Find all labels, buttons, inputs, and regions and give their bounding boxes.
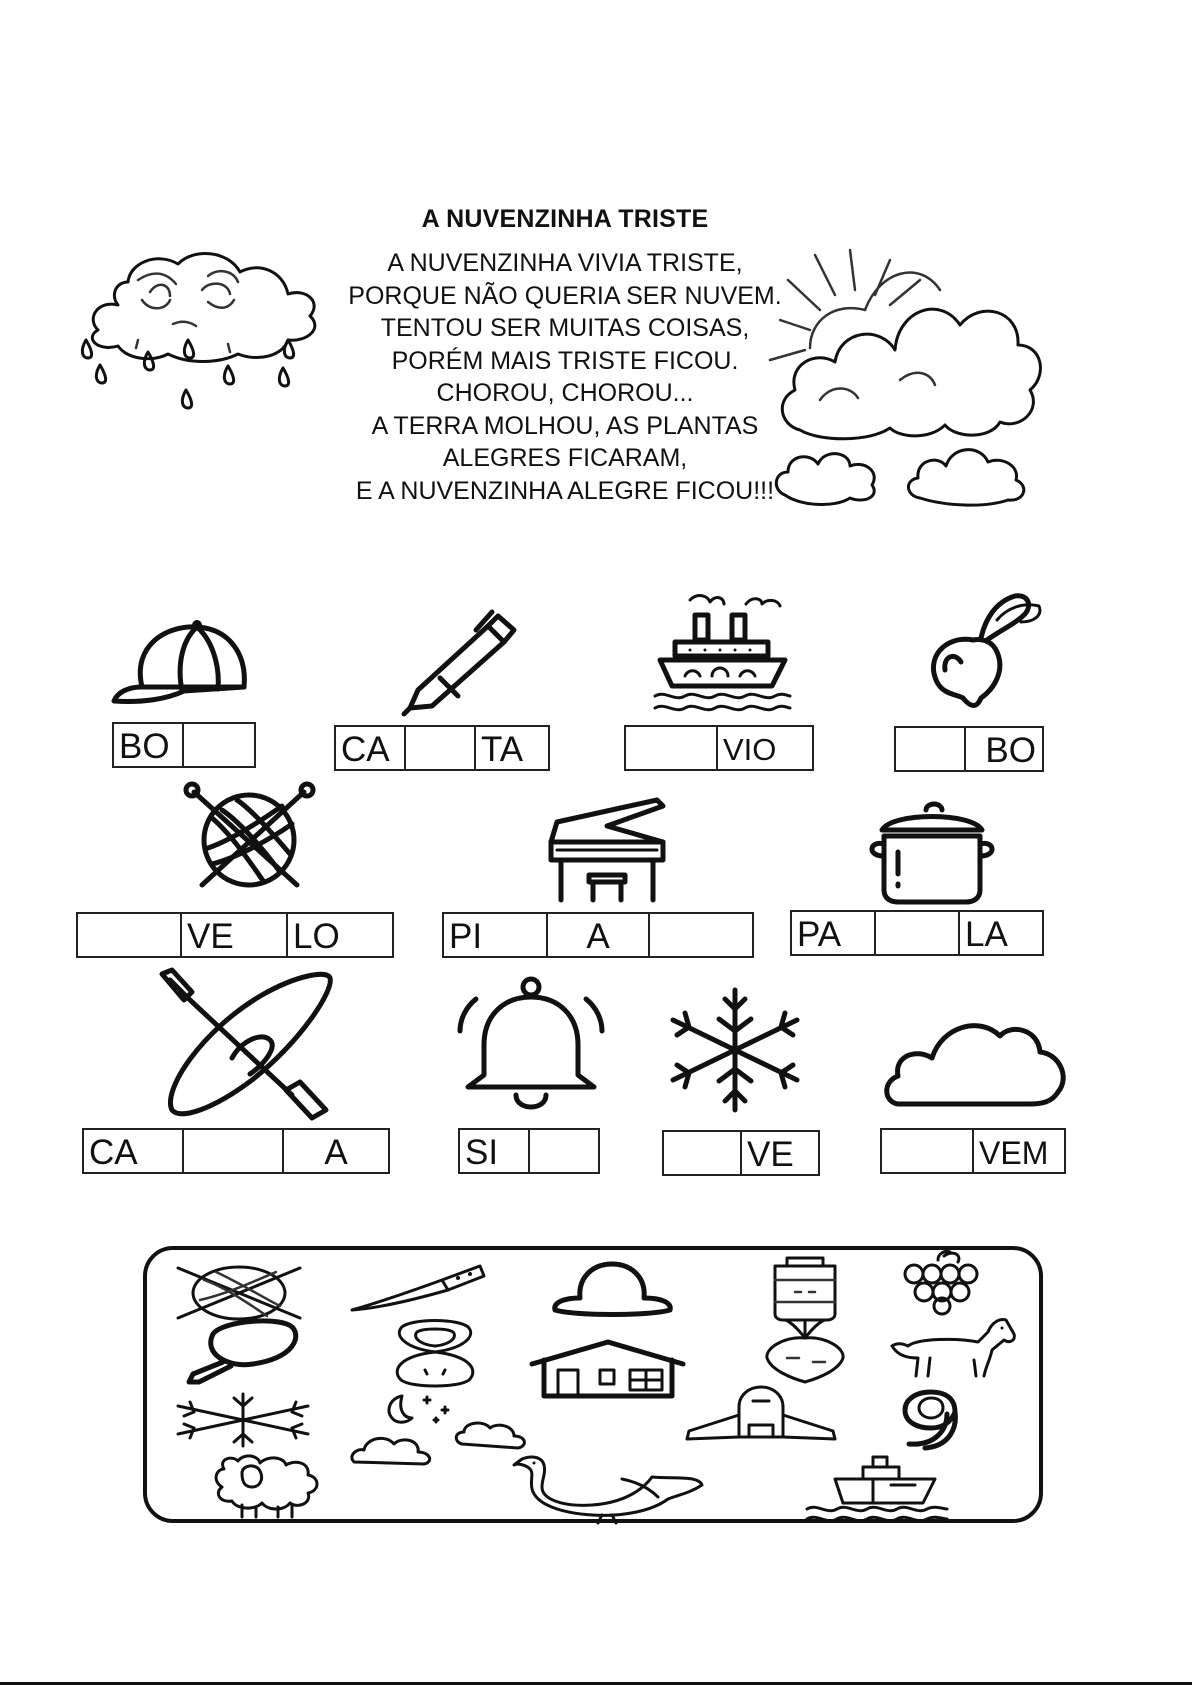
- yarn-ball-icon: [182, 780, 317, 900]
- syllable-boxes-canoe: [82, 1128, 390, 1174]
- syllable-box: LA: [965, 915, 1008, 954]
- horse-icon: [888, 1316, 1023, 1381]
- sun-and-clouds-icon: [780, 250, 1060, 510]
- bell-icon: [456, 975, 606, 1115]
- poem-line: A TERRA MOLHOU, AS PLANTAS: [371, 411, 759, 440]
- syllable-box: PA: [792, 912, 876, 954]
- snowflake-icon: [655, 985, 815, 1115]
- cloud-icon: [880, 1012, 1068, 1112]
- syllable-box-blank[interactable]: [530, 1130, 598, 1172]
- syllable-box-blank[interactable]: [882, 1130, 974, 1172]
- number-eight-icon: [385, 1318, 485, 1388]
- pot-icon: [862, 800, 1002, 905]
- poem-text: [340, 247, 790, 507]
- syllable-box: SI: [460, 1130, 530, 1172]
- poem-line: PORÉM MAIS TRISTE FICOU.: [391, 346, 739, 375]
- grapes-icon: [898, 1250, 983, 1315]
- syllable-boxes-cloud: [880, 1128, 1066, 1174]
- poem-line: TENTOU SER MUITAS COISAS,: [380, 314, 750, 342]
- popsicle-icon: [183, 1318, 303, 1383]
- syllable-box-blank[interactable]: [876, 912, 960, 954]
- syllable-box: LO: [293, 917, 340, 956]
- syllable-box: BO: [114, 724, 184, 766]
- poem-title: A NUVENZINHA TRISTE: [421, 205, 709, 233]
- turnip-icon: [915, 590, 1055, 715]
- syllable-box: CA: [84, 1130, 184, 1172]
- syllable-box-blank[interactable]: [896, 728, 966, 770]
- syllable-boxes-yarn-ball: [76, 912, 394, 958]
- poem-line: ALEGRES FICARAM,: [442, 444, 688, 472]
- syllable-boxes-bell: [458, 1128, 600, 1174]
- syllable-boxes-turnip: [894, 726, 1044, 772]
- piano-icon: [547, 800, 672, 905]
- syllable-box: VEM: [979, 1135, 1049, 1171]
- syllable-box: PI: [444, 914, 548, 956]
- syllable-box: A: [324, 1133, 348, 1172]
- syllable-boxes-snowflake: [662, 1130, 820, 1176]
- syllable-box: TA: [481, 730, 524, 769]
- rocket-icon: [683, 1385, 838, 1445]
- syllable-boxes-cap: [112, 722, 256, 768]
- syllable-box: VE: [182, 914, 288, 956]
- poem-line: E A NUVENZINHA ALEGRE FICOU!!!: [355, 476, 775, 505]
- snowflake-icon: [168, 1392, 318, 1447]
- syllable-box-blank[interactable]: [184, 724, 254, 766]
- ship-icon: [805, 1455, 950, 1523]
- hat-icon: [550, 1262, 675, 1317]
- sheep-icon: [208, 1455, 328, 1520]
- poem-line: A NUVENZINHA VIVIA TRISTE,: [387, 249, 743, 277]
- syllable-box-blank[interactable]: [406, 727, 476, 769]
- sad-rain-cloud-icon: [78, 240, 338, 420]
- jar-icon: [765, 1250, 845, 1320]
- syllable-box: VIO: [723, 732, 777, 767]
- pen-icon: [400, 608, 520, 718]
- yarn-ball-icon: [172, 1262, 307, 1322]
- syllable-box: BO: [985, 731, 1036, 770]
- syllable-box: VE: [747, 1135, 794, 1174]
- turnip-icon: [755, 1318, 855, 1383]
- syllable-box-blank[interactable]: [78, 914, 182, 956]
- poem-line: PORQUE NÃO QUERIA SER NUVEM.: [348, 281, 782, 310]
- syllable-boxes-ship: [624, 725, 814, 771]
- syllable-box: A: [548, 914, 650, 956]
- syllable-box-blank[interactable]: [184, 1130, 284, 1172]
- syllable-box-blank[interactable]: [626, 727, 718, 769]
- canoe-icon: [162, 970, 337, 1120]
- knife-icon: [350, 1262, 485, 1312]
- syllable-boxes-pen: [334, 725, 550, 771]
- duck-icon: [512, 1455, 707, 1523]
- syllable-box: CA: [336, 727, 406, 769]
- cap-icon: [112, 615, 252, 705]
- syllable-box-blank[interactable]: [650, 914, 752, 956]
- syllable-boxes-pot: [790, 910, 1044, 956]
- ship-icon: [650, 590, 795, 715]
- syllable-boxes-piano: [442, 912, 754, 958]
- syllable-box-blank[interactable]: [664, 1132, 742, 1174]
- number-nine-icon: [895, 1390, 970, 1448]
- house-icon: [530, 1340, 685, 1400]
- poem-line: CHOROU, CHOROU...: [436, 379, 694, 407]
